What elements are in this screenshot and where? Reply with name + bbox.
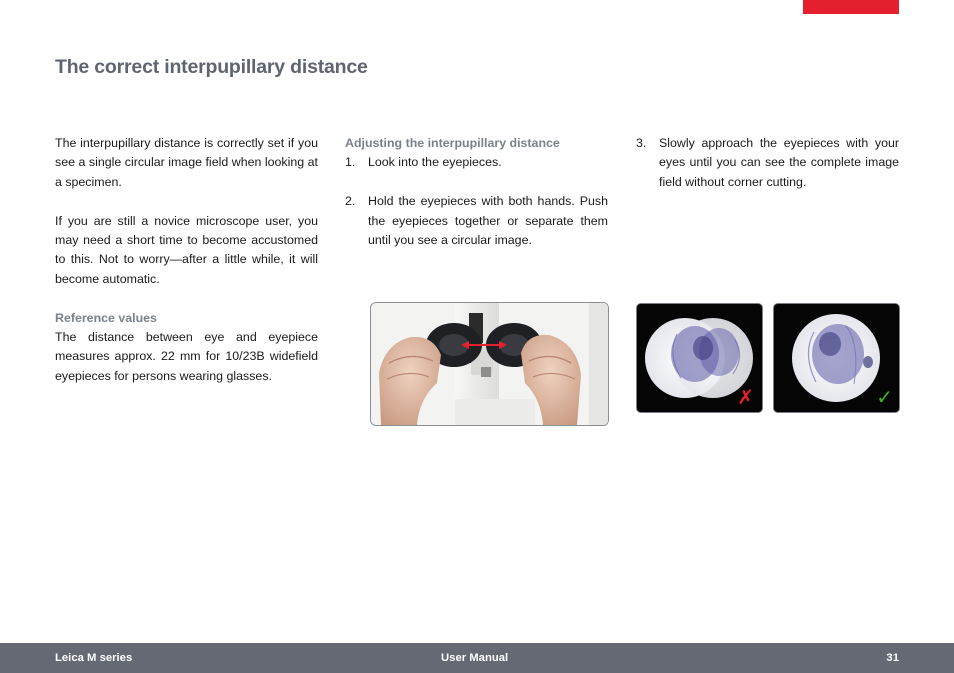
red-tab-marker — [803, 0, 899, 14]
hands-on-eyepieces-illustration — [371, 303, 608, 425]
step-text: Slowly approach the eyepieces with your eyes until you can see the complete image field without corner cutting. — [659, 136, 899, 189]
incorrect-image-field-view — [636, 303, 763, 413]
step-text: Look into the eyepieces. — [368, 155, 502, 170]
step-1 — [345, 153, 608, 172]
adjusting-steps-list — [345, 153, 608, 250]
step-number: 3. — [636, 136, 647, 150]
step-2 — [345, 192, 608, 250]
eyepiece-adjustment-photo — [370, 302, 609, 426]
intro-paragraph-2: If you are still a novice microscope user, you may need a short time to become accustomed to this. Not to worry—after a little while, it will become automatic. — [55, 213, 318, 286]
page-footer — [0, 643, 954, 673]
intro-paragraph-1: The interpupillary distance is correctly set if you see a single circular image field when looking at a specimen. — [55, 136, 318, 189]
adjusting-heading: Adjusting the interpupillary distance — [345, 136, 560, 150]
step-3 — [636, 134, 899, 192]
footer-page-number: 31 — [886, 652, 899, 664]
step-number: 1. — [345, 155, 356, 170]
incorrect-x-icon: ✗ — [737, 387, 754, 409]
column-intro — [55, 134, 318, 406]
approach-steps-list — [636, 134, 899, 192]
correct-check-icon: ✓ — [876, 387, 893, 409]
reference-values-heading: Reference values — [55, 310, 157, 325]
column-adjusting — [345, 134, 608, 270]
reference-values-text: The distance between eye and eyepiece measures approx. 22 mm for 10/23B widefield eyepieces for persons wearing glasses. — [55, 330, 318, 383]
step-number: 2. — [345, 194, 356, 209]
footer-document-type: User Manual — [441, 652, 509, 664]
column-approach — [636, 134, 899, 212]
step-text: Hold the eyepieces with both hands. Push the eyepieces together or separate them until you see a circular image. — [368, 194, 608, 248]
footer-product-name: Leica M series — [55, 652, 133, 664]
page-title: The correct interpupillary distance — [55, 56, 368, 78]
correct-image-field-view — [773, 303, 900, 413]
